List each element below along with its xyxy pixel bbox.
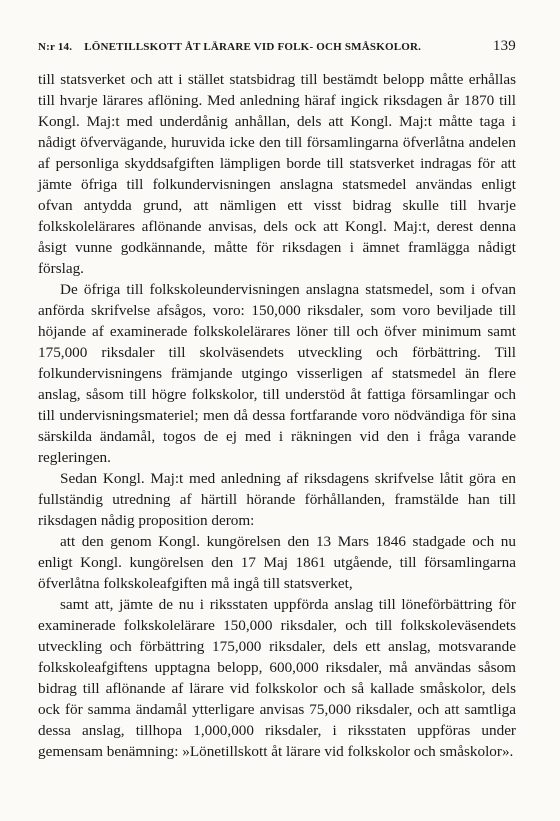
paragraph: De öfriga till folkskoleundervisningen anslagna statsmedel, som i ofvan anförda skrifvelse afsågos, voro: 150,000 riksdaler, som voro beviljade till höjande af examinerade folkskolelärares löner till och öfver minimum samt 175,000 riksdaler till skolväsendets utveckling och förbättring. Till folkundervisningens främjande utgingo visserligen af statsmedel än flere anslag, såsom till högre folkskolor, till understöd åt fattiga församlingar och till undervisningsmateriel; men då dessa fortfarande voro nödvändiga för sina särskilda ändamål, togos de ej med i räkningen vid den i fråga varande regleringen. — [38, 281, 516, 466]
page-number: 139 — [492, 38, 516, 54]
proposition-clause: att den genom Kongl. kungörelsen den 13 Mars 1846 stadgade och nu enligt Kongl. kungörelsen den 17 Maj 1861 utgående, till församlingarna öfverlåtna folkskoleafgiften må ingå till statsverket, — [38, 533, 516, 592]
section-number: N:r 14. — [38, 41, 73, 53]
running-title: LÖNETILLSKOTT ÅT LÄRARE VID FOLK- OCH SMÅSKOLOR. — [84, 41, 422, 53]
proposition-clause: samt att, jämte de nu i riksstaten uppförda anslag till löneförbättring för examinerade folkskolelärare 150,000 riksdaler, och till folkskoleväsendets utveckling och förbättring 175,000 riksdaler, dels ett anslag, motsvarande folkskoleafgiftens upptagna belopp, 600,000 riksdaler, må användas såsom bidrag till aflönande af lärare vid folkskolor och så kallade småskolor, dels ock för samma ändamål ytterligare anvisas 75,000 riksdaler, och att samtliga dessa anslag, tillhopa 1,000,000 riksdaler, i riksstaten uppföras under gemensam benämning: »Lönetillskott åt lärare vid folkskolor och småskolor». — [38, 596, 516, 760]
body-text — [38, 69, 516, 762]
paragraph-continuation: till statsverket och att i stället statsbidrag till bestämdt belopp måtte erhållas till hvarje lärares aflöning. Med anledning häraf ingick riksdagen år 1870 till Kongl. Maj:t med underdånig anhållan, dels att Kongl. Maj:t måtte taga i nådigt öfvervägande, huruvida icke den till församlingarna öfverlåtna andelen af personliga skyddsafgiften lämpligen borde till statsverket indragas för att jämte öfriga till folkundervisningen anslagna statsmedel användas enligt ofvan antydda grund, att nämligen ett visst bidrag skulle till hvarje folkskolelärares aflönande anvisas, dels ock att Kongl. Maj:t, derest denna åsigt vunne godkännande, måtte för riksdagen i ämnet framlägga nådigt förslag. — [38, 71, 516, 277]
running-header — [38, 38, 516, 55]
paragraph: Sedan Kongl. Maj:t med anledning af riksdagens skrifvelse låtit göra en fullständig utredning af härtill hörande förhållanden, framstälde han till riksdagen nådig proposition derom: — [38, 470, 516, 529]
